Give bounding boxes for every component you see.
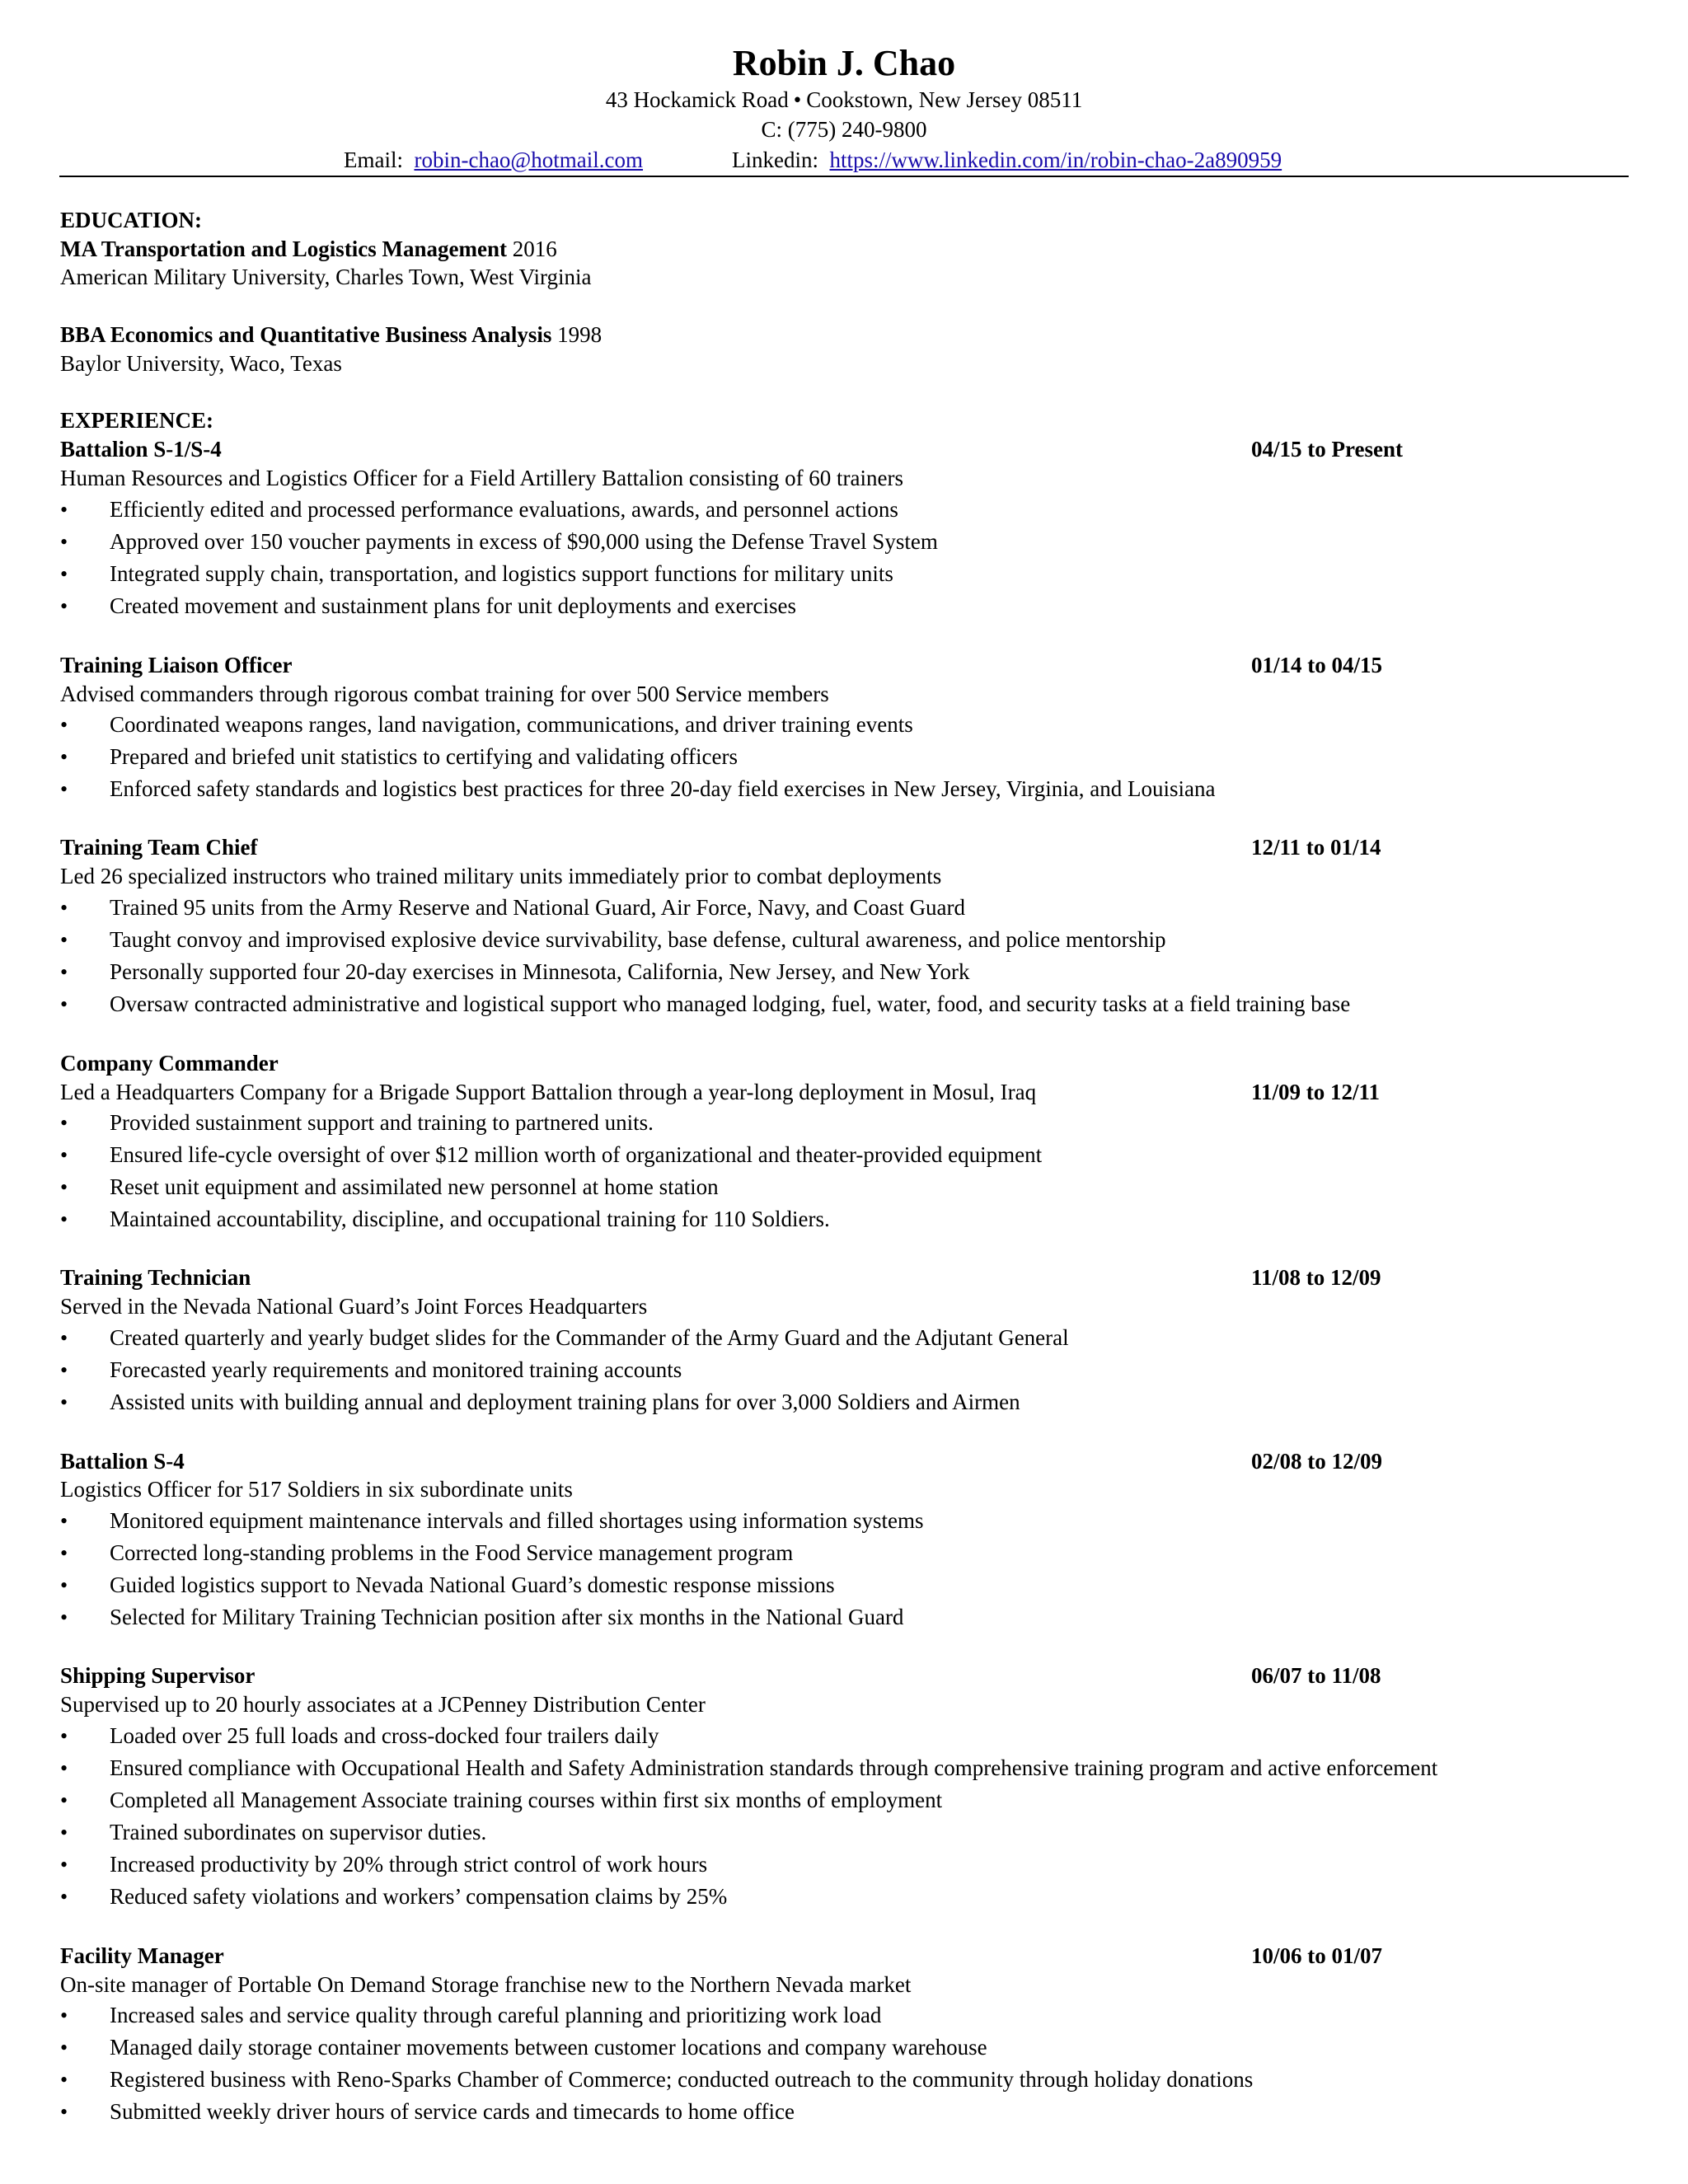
bullet-dot: • xyxy=(60,2036,68,2060)
job-bullet: • Approved over 150 voucher payments in excess of $90,000 using the Defense Travel System xyxy=(60,527,938,556)
job-bullet: • Increased sales and service quality through careful planning and prioritizing work load xyxy=(60,2001,881,2030)
job-dates: 04/15 to Present xyxy=(1251,437,1403,462)
bullet-dot: • xyxy=(60,1358,68,1382)
job-bullet: • Created movement and sustainment plans for unit deployments and exercises xyxy=(60,592,796,621)
email-label: Email: xyxy=(344,148,403,172)
bullet-dot: • xyxy=(60,1788,68,1812)
job-bullet: • Efficiently edited and processed performance evaluations, awards, and personnel actions xyxy=(60,495,898,524)
job-bullet: • Reduced safety violations and workers’ compensation claims by 25% xyxy=(60,1882,727,1911)
job-bullet: • Trained 95 units from the Army Reserve and National Guard, Air Force, Navy, and Coast Guard xyxy=(60,893,965,922)
job-summary: On-site manager of Portable On Demand Storage franchise new to the Northern Nevada market xyxy=(60,1972,912,1997)
job-title: Battalion S-4 xyxy=(60,1449,185,1474)
school-line: American Military University, Charles Town, West Virginia xyxy=(60,265,592,289)
job-bullet: • Increased productivity by 20% through strict control of work hours xyxy=(60,1850,707,1879)
bullet-separator: • xyxy=(793,87,802,112)
education-heading: EDUCATION: xyxy=(60,208,203,232)
linkedin-label: Linkedin: xyxy=(732,148,818,172)
job-dates: 10/06 to 01/07 xyxy=(1251,1943,1382,1968)
job-summary: Supervised up to 20 hourly associates at a JCPenney Distribution Center xyxy=(60,1692,706,1717)
degree-title: MA Transportation and Logistics Management xyxy=(60,237,508,261)
job-dates: 11/09 to 12/11 xyxy=(1251,1080,1381,1104)
bullet-dot: • xyxy=(60,960,68,984)
job-bullet: • Guided logistics support to Nevada National Guard’s domestic response missions xyxy=(60,1571,835,1600)
job-bullet: • Registered business with Reno-Sparks Chamber of Commerce; conducted outreach to the community through holiday donations xyxy=(60,2065,1253,2094)
job-bullet: • Coordinated weapons ranges, land navigation, communications, and driver training events xyxy=(60,710,913,739)
job-bullet: • Managed daily storage container movements between customer locations and company warehouse xyxy=(60,2033,987,2062)
linkedin-line xyxy=(732,147,1282,173)
bullet-dot: • xyxy=(60,594,68,618)
job-bullet: • Ensured life-cycle oversight of over $12 million worth of organizational and theater-provided equipment xyxy=(60,1141,1042,1169)
job-bullet: • Completed all Management Associate training courses within first six months of employment xyxy=(60,1786,942,1815)
address-city: Cookstown, New Jersey 08511 xyxy=(806,87,1083,112)
job-summary: Advised commanders through rigorous combat training for over 500 Service members xyxy=(60,682,829,706)
bullet-dot: • xyxy=(60,1541,68,1565)
address-line xyxy=(0,87,1688,113)
job-bullet: • Reset unit equipment and assimilated new personnel at home station xyxy=(60,1173,719,1202)
bullet-dot: • xyxy=(60,2004,68,2027)
bullet-dot: • xyxy=(60,1756,68,1780)
bullet-dot: • xyxy=(60,498,68,522)
job-bullet: • Selected for Military Training Technician position after six months in the National Guard xyxy=(60,1603,903,1632)
bullet-dot: • xyxy=(60,2100,68,2124)
address-street: 43 Hockamick Road xyxy=(605,87,789,112)
job-bullet: • Integrated supply chain, transportation, and logistics support functions for military units xyxy=(60,560,893,588)
bullet-dot: • xyxy=(60,992,68,1016)
bullet-dot: • xyxy=(60,928,68,952)
bullet-dot: • xyxy=(60,1326,68,1350)
bullet-dot: • xyxy=(60,1853,68,1877)
bullet-dot: • xyxy=(60,1605,68,1629)
phone-line: C: (775) 240-9800 xyxy=(761,117,927,142)
bullet-dot: • xyxy=(60,1390,68,1414)
job-title: Training Liaison Officer xyxy=(60,653,293,677)
resume-name: Robin J. Chao xyxy=(732,43,956,83)
job-summary: Led 26 specialized instructors who trained military units immediately prior to combat deployments xyxy=(60,864,942,888)
job-dates: 06/07 to 11/08 xyxy=(1251,1663,1381,1688)
job-title: Facility Manager xyxy=(60,1943,224,1968)
job-summary: Human Resources and Logistics Officer for a Field Artillery Battalion consisting of 60 trainers xyxy=(60,466,904,490)
job-bullet: • Created quarterly and yearly budget slides for the Commander of the Army Guard and the Adjutant General xyxy=(60,1324,1069,1352)
job-title: Training Team Chief xyxy=(60,835,258,860)
degree-line xyxy=(60,321,602,349)
job-bullet: • Oversaw contracted administrative and logistical support who managed lodging, fuel, water, food, and security tasks at a field training base xyxy=(60,990,1350,1019)
email-line xyxy=(344,147,643,173)
bullet-dot: • xyxy=(60,777,68,801)
job-title: Shipping Supervisor xyxy=(60,1663,256,1688)
job-bullet: • Maintained accountability, discipline, and occupational training for 110 Soldiers. xyxy=(60,1205,830,1234)
linkedin-link[interactable]: https://www.linkedin.com/in/robin-chao-2a890959 xyxy=(829,148,1282,172)
job-title: Company Commander xyxy=(60,1051,279,1076)
job-bullet: • Personally supported four 20-day exercises in Minnesota, California, New Jersey, and New York xyxy=(60,958,970,987)
bullet-dot: • xyxy=(60,1509,68,1533)
bullet-dot: • xyxy=(60,2068,68,2092)
experience-heading: EXPERIENCE: xyxy=(60,408,214,433)
job-dates: 02/08 to 12/09 xyxy=(1251,1449,1382,1474)
job-bullet: • Provided sustainment support and training to partnered units. xyxy=(60,1108,654,1137)
bullet-dot: • xyxy=(60,1821,68,1844)
job-summary: Led a Headquarters Company for a Brigade Support Battalion through a year-long deployment in Mosul, Iraq xyxy=(60,1080,1037,1104)
job-bullet: • Assisted units with building annual and deployment training plans for over 3,000 Soldiers and Airmen xyxy=(60,1388,1020,1417)
bullet-dot: • xyxy=(60,1885,68,1909)
job-bullet: • Submitted weekly driver hours of service cards and timecards to home office xyxy=(60,2097,795,2126)
degree-year: 2016 xyxy=(507,237,557,261)
degree-line xyxy=(60,235,557,263)
degree-year: 1998 xyxy=(551,322,603,347)
job-summary: Served in the Nevada National Guard’s Joint Forces Headquarters xyxy=(60,1294,648,1319)
job-bullet: • Corrected long-standing problems in the Food Service management program xyxy=(60,1539,793,1568)
bullet-dot: • xyxy=(60,713,68,737)
bullet-dot: • xyxy=(60,1573,68,1597)
bullet-dot: • xyxy=(60,745,68,769)
job-bullet: • Prepared and briefed unit statistics to certifying and validating officers xyxy=(60,743,738,771)
bullet-dot: • xyxy=(60,1143,68,1167)
bullet-dot: • xyxy=(60,562,68,586)
job-bullet: • Monitored equipment maintenance intervals and filled shortages using information systems xyxy=(60,1507,924,1535)
job-bullet: • Loaded over 25 full loads and cross-docked four trailers daily xyxy=(60,1722,659,1750)
job-bullet: • Ensured compliance with Occupational Health and Safety Administration standards through comprehensive training program and active enforcement xyxy=(60,1754,1437,1783)
bullet-dot: • xyxy=(60,1111,68,1135)
school-line: Baylor University, Waco, Texas xyxy=(60,351,342,376)
job-summary: Logistics Officer for 517 Soldiers in six subordinate units xyxy=(60,1477,573,1502)
job-bullet: • Forecasted yearly requirements and monitored training accounts xyxy=(60,1356,682,1385)
job-dates: 01/14 to 04/15 xyxy=(1251,653,1382,677)
job-bullet: • Enforced safety standards and logistics best practices for three 20-day field exercises in New Jersey, Virginia, and Louisiana xyxy=(60,775,1215,804)
email-link[interactable]: robin-chao@hotmail.com xyxy=(414,148,644,172)
job-title: Battalion S-1/S-4 xyxy=(60,437,222,462)
header-divider xyxy=(59,176,1629,177)
job-bullet: • Trained subordinates on supervisor duties. xyxy=(60,1818,486,1847)
bullet-dot: • xyxy=(60,530,68,554)
degree-title: BBA Economics and Quantitative Business Analysis xyxy=(60,322,552,347)
job-title: Training Technician xyxy=(60,1265,251,1290)
job-dates: 11/08 to 12/09 xyxy=(1251,1265,1381,1290)
job-dates: 12/11 to 01/14 xyxy=(1251,835,1381,860)
job-bullet: • Taught convoy and improvised explosive device survivability, base defense, cultural awareness, and police mentorship xyxy=(60,926,1166,954)
bullet-dot: • xyxy=(60,896,68,920)
bullet-dot: • xyxy=(60,1207,68,1231)
bullet-dot: • xyxy=(60,1724,68,1748)
bullet-dot: • xyxy=(60,1175,68,1199)
